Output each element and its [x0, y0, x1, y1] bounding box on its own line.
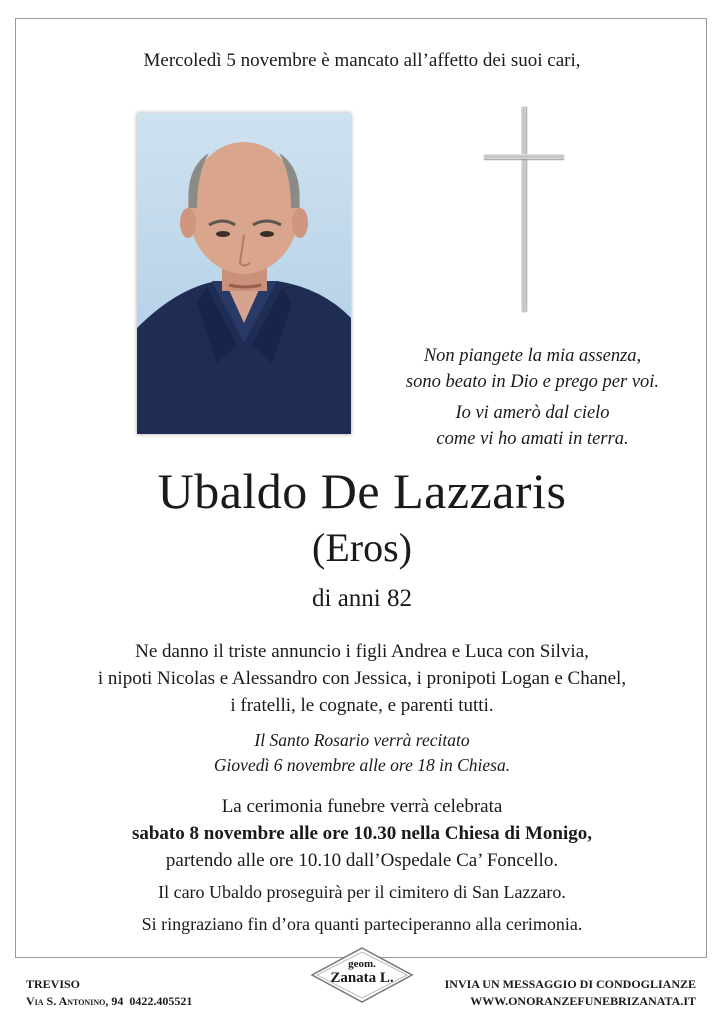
rosary-line: Il Santo Rosario verrà recitato — [254, 730, 470, 750]
poem-line: sono beato in Dio e prego per voi. — [405, 372, 660, 392]
cross-icon — [484, 107, 564, 312]
ceremony-line: partendo alle ore 10.10 dall’Ospedale Ca’ Foncello. — [165, 850, 559, 871]
thanks-notice: Si ringraziano fin d’ora quanti parteciperanno alla cerimonia. — [141, 914, 583, 934]
footer-address-line — [26, 993, 192, 1010]
footer-address: Via S. Antonino, 94 — [26, 994, 124, 1008]
rosary-line: Giovedì 6 novembre alle ore 18 in Chiesa. — [213, 755, 511, 775]
footer-message-line: INVIA UN MESSAGGIO DI CONDOGLIANZE — [444, 977, 696, 991]
announcement — [0, 638, 724, 719]
burial-notice: Il caro Ubaldo proseguirà per il cimitero di San Lazzaro. — [158, 882, 566, 902]
poem-line: come vi ho amati in terra. — [436, 429, 629, 449]
footer-city: TREVISO — [26, 977, 81, 991]
ceremony-notice — [0, 793, 724, 874]
announcement-line: i nipoti Nicolas e Alessandro con Jessica, i pronipoti Logan e Chanel, — [97, 668, 627, 689]
logo-name: Zanata L. — [330, 970, 394, 986]
deceased-name: Ubaldo De Lazzaris — [157, 463, 567, 519]
announcement-line: Ne danno il triste annuncio i figli Andrea e Luca con Silvia, — [135, 641, 589, 662]
footer-phone: 0422.405521 — [129, 994, 193, 1008]
deceased-age: di anni 82 — [312, 585, 412, 612]
logo-title: geom. — [348, 958, 376, 970]
deceased-nickname: (Eros) — [312, 525, 412, 570]
footer-address-block — [26, 976, 192, 1010]
poem-stanza-2 — [380, 400, 685, 452]
footer-contact-block — [445, 976, 696, 1010]
poem-stanza-1 — [380, 343, 685, 395]
poem-line: Io vi amerò dal cielo — [455, 403, 610, 423]
footer-website-link[interactable]: WWW.ONORANZEFUNEBRIZANATA.IT — [470, 994, 696, 1008]
company-logo — [310, 946, 414, 1004]
announcement-line: i fratelli, le cognate, e parenti tutti. — [230, 695, 494, 716]
rosary-notice — [0, 728, 724, 778]
ceremony-line: La cerimonia funebre verrà celebrata — [221, 796, 503, 817]
deceased-photo — [137, 113, 351, 434]
poem-line: Non piangete la mia assenza, — [423, 346, 642, 366]
intro-text: Mercoledì 5 novembre è mancato all’affetto dei suoi cari, — [143, 50, 581, 71]
ceremony-date-line: sabato 8 novembre alle ore 10.30 nella Chiesa di Monigo, — [131, 823, 593, 844]
